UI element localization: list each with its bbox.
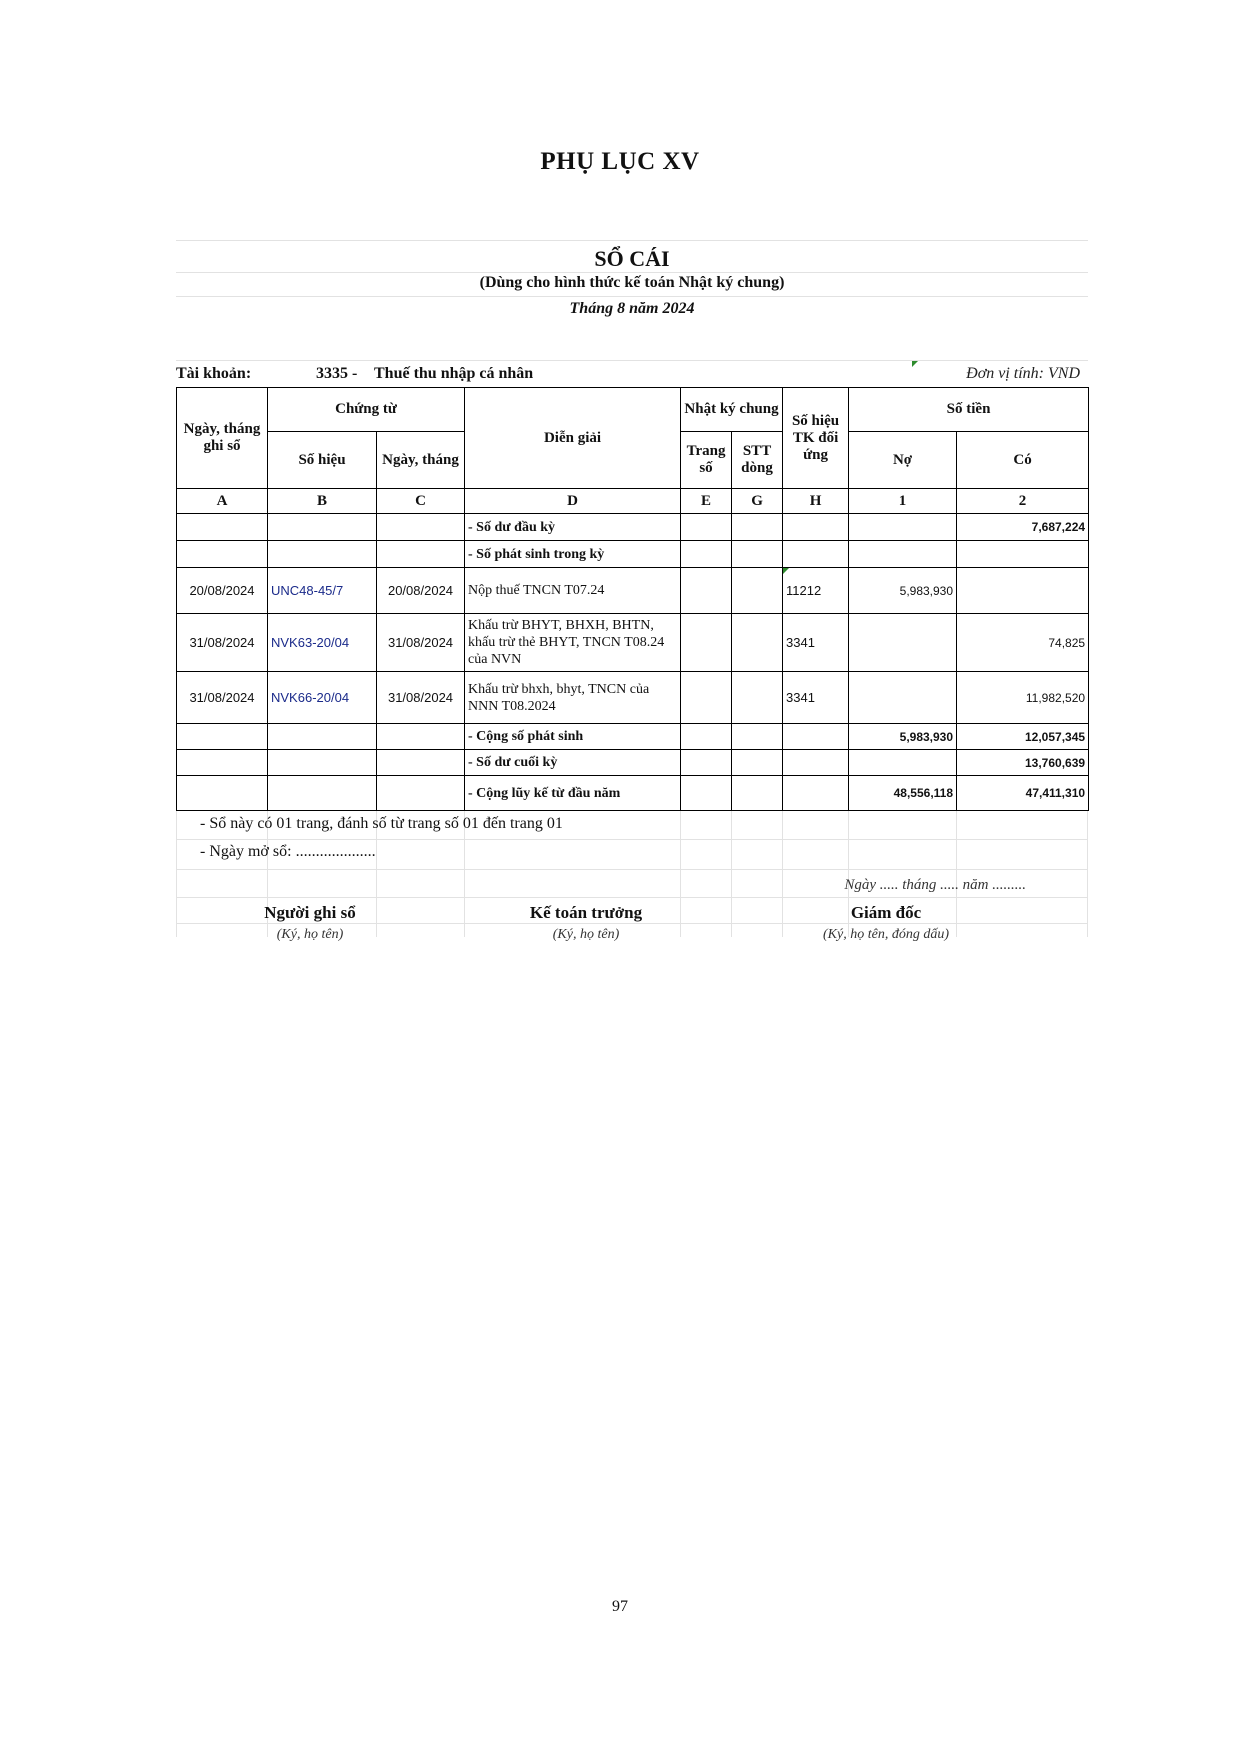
row-date: 20/08/2024 xyxy=(177,568,268,614)
account-line xyxy=(176,360,1088,387)
ledger-notes xyxy=(176,811,1088,942)
row-page xyxy=(681,614,732,672)
totals-movement-row xyxy=(177,724,1089,750)
row-credit: 74,825 xyxy=(957,614,1089,672)
row-doc-no[interactable]: NVK66-20/04 xyxy=(268,672,377,724)
header-line: STT dòng xyxy=(732,432,783,489)
column-letter: 2 xyxy=(957,489,1089,514)
row-doc-no[interactable]: UNC48-45/7 xyxy=(268,568,377,614)
movement-header-row xyxy=(177,541,1089,568)
totals-movement-credit: 12,057,345 xyxy=(957,724,1089,750)
opening-credit: 7,687,224 xyxy=(957,514,1089,541)
signature-director: Giám đốc xyxy=(850,903,922,922)
row-account: 3341 xyxy=(783,614,849,672)
ytd-debit: 48,556,118 xyxy=(849,776,957,811)
account-name: Thuế thu nhập cá nhân xyxy=(374,365,534,382)
closing-credit: 13,760,639 xyxy=(957,750,1089,776)
row-doc-date: 20/08/2024 xyxy=(377,568,465,614)
ytd-label: - Cộng lũy kế từ đầu năm xyxy=(465,776,681,811)
account-code: 3335 - xyxy=(316,365,358,382)
note-open-date: - Ngày mở sổ: .................... xyxy=(200,843,376,860)
column-letters-row xyxy=(177,489,1089,514)
header-amount: Số tiền xyxy=(849,388,1089,432)
row-date: 31/08/2024 xyxy=(177,672,268,724)
row-date: 31/08/2024 xyxy=(177,614,268,672)
account-label: Tài khoản: xyxy=(176,365,252,382)
row-account: 11212 xyxy=(783,568,849,614)
opening-balance-row xyxy=(177,514,1089,541)
header-counter-account: Số hiệu TK đối ứng xyxy=(783,388,849,489)
header-voucher-date: Ngày, tháng xyxy=(377,432,465,489)
column-letter: C xyxy=(377,489,465,514)
column-letter: 1 xyxy=(849,489,957,514)
ledger-period: Tháng 8 năm 2024 xyxy=(569,300,695,317)
unit-label: Đơn vị tính: VND xyxy=(966,365,1080,382)
row-line xyxy=(732,672,783,724)
row-account: 3341 xyxy=(783,672,849,724)
note-pages: - Sổ này có 01 trang, đánh số từ trang số 01 đến trang 01 xyxy=(200,815,563,832)
signature-chief-accountant: Kế toán trưởng xyxy=(529,903,643,922)
header-credit: Có xyxy=(957,432,1089,489)
row-description: Khấu trừ BHYT, BHXH, BHTN, khấu trừ thẻ BHYT, TNCN T08.24 của NVN xyxy=(465,614,681,672)
appendix-title: PHỤ LỤC XV xyxy=(540,148,700,175)
column-letter: D xyxy=(465,489,681,514)
row-page xyxy=(681,568,732,614)
ledger-sheet xyxy=(176,240,1088,942)
closing-balance-row xyxy=(177,750,1089,776)
column-letter: G xyxy=(732,489,783,514)
header-voucher: Chứng từ xyxy=(268,388,465,432)
signature-date-line: Ngày ..... tháng ..... năm ......... xyxy=(844,877,1026,893)
closing-label: - Số dư cuối kỳ xyxy=(465,750,681,776)
row-doc-no[interactable]: NVK63-20/04 xyxy=(268,614,377,672)
signature-director-sub: (Ký, họ tên, đóng dấu) xyxy=(823,927,949,942)
table-row xyxy=(177,672,1089,724)
row-credit xyxy=(957,568,1089,614)
column-letter: E xyxy=(681,489,732,514)
ledger-subtitle: (Dùng cho hình thức kế toán Nhật ký chung) xyxy=(479,274,785,291)
page-number: 97 xyxy=(612,1598,628,1615)
header-description: Diễn giải xyxy=(465,388,681,489)
totals-movement-label: - Cộng số phát sinh xyxy=(465,724,681,750)
row-description: Nộp thuế TNCN T07.24 xyxy=(465,568,681,614)
header-date-recorded: Ngày, tháng ghi sổ xyxy=(177,388,268,489)
totals-movement-debit: 5,983,930 xyxy=(849,724,957,750)
row-description: Khấu trừ bhxh, bhyt, TNCN của NNN T08.2024 xyxy=(465,672,681,724)
opening-label: - Số dư đầu kỳ xyxy=(465,514,681,541)
row-debit xyxy=(849,672,957,724)
table-row xyxy=(177,614,1089,672)
column-letter: A xyxy=(177,489,268,514)
row-debit: 5,983,930 xyxy=(849,568,957,614)
ytd-row xyxy=(177,776,1089,811)
ytd-credit: 47,411,310 xyxy=(957,776,1089,811)
ledger-title: SỔ CÁI xyxy=(594,246,670,271)
row-doc-date: 31/08/2024 xyxy=(377,672,465,724)
header-voucher-no: Số hiệu xyxy=(268,432,377,489)
header-debit: Nợ xyxy=(849,432,957,489)
movement-label: - Số phát sinh trong kỳ xyxy=(465,541,681,568)
signature-bookkeeper-sub: (Ký, họ tên) xyxy=(276,927,344,942)
row-credit: 11,982,520 xyxy=(957,672,1089,724)
table-row xyxy=(177,568,1089,614)
header-page: Trang số xyxy=(681,432,732,489)
signature-bookkeeper: Người ghi sổ xyxy=(264,903,356,922)
row-debit xyxy=(849,614,957,672)
cell-comment-marker xyxy=(912,361,918,367)
row-page xyxy=(681,672,732,724)
column-letter: H xyxy=(783,489,849,514)
header-journal: Nhật ký chung xyxy=(681,388,783,432)
row-doc-date: 31/08/2024 xyxy=(377,614,465,672)
column-letter: B xyxy=(268,489,377,514)
signature-chief-accountant-sub: (Ký, họ tên) xyxy=(552,927,620,942)
row-line xyxy=(732,568,783,614)
row-line xyxy=(732,614,783,672)
ledger-table xyxy=(176,387,1089,811)
